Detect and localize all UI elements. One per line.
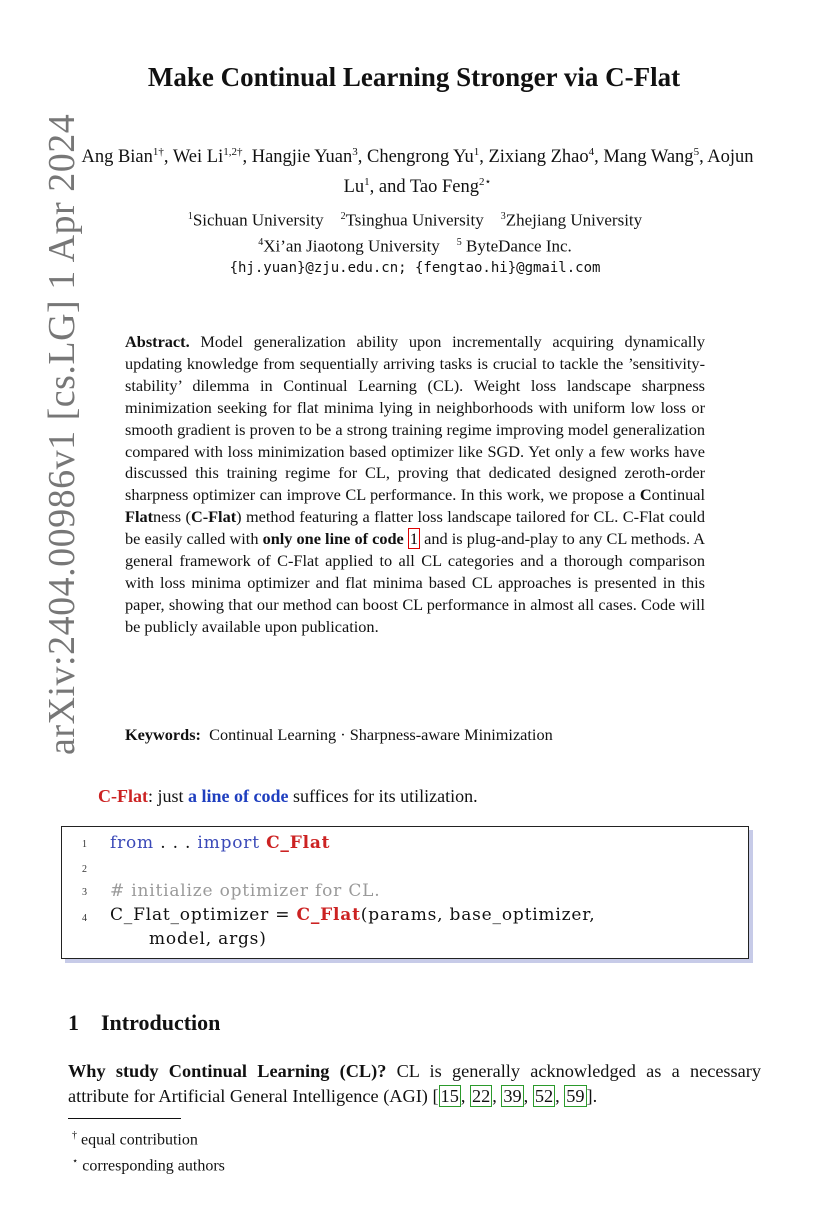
abstract-text: ontinual [651,485,705,505]
author-name: Aojun Lu [343,147,754,198]
cflat-caption-text: : just [147,786,188,806]
affiliation-name: ByteDance Inc. [466,236,572,256]
author-name: Wei Li [172,147,224,168]
code-comment: # initialize optimizer for CL. [110,881,381,901]
affiliation-name: Xi’an Jiaotong University [263,236,440,256]
keywords-text: Continual Learning · Sharpness-aware Minimization [209,725,553,744]
abstract-label: Abstract. [125,332,190,351]
code-cflat-name: C_Flat [296,905,361,925]
author-name: Chengrong Yu [367,147,474,168]
footnote-mark: † [72,1130,77,1141]
affiliation-mark: 5 [456,236,462,248]
code-cflat-name: C_Flat [266,833,331,853]
citation-link[interactable]: 15 [440,1086,459,1106]
citation-link[interactable]: 39 [503,1086,522,1106]
intro-text: CL is generally acknowledged as a necessary attribute for Artificial General Intelligence (AGI) [68,1061,762,1106]
contact-emails: {hj.yuan}@zju.edu.cn; {fengtao.hi}@gmail.com [229,260,601,277]
code-line-4 [110,905,595,925]
footnote-rule [68,1118,181,1119]
author-name: Hangjie Yuan [251,147,353,168]
abstract-bold-cflat: C-Flat [190,507,237,527]
abstract-text: ) method featuring a flatter loss landscape tailored for CL. C-Flat could be easily called with [125,507,706,549]
code-text: C_Flat_optimizer = [110,905,297,925]
section-heading [68,1010,220,1036]
citation-link[interactable]: 22 [471,1086,491,1106]
line-number: 3 [82,887,87,898]
paper-title: Make Continual Learning Stronger via C-Flat [147,62,681,92]
abstract-bold-one-line: only one line of code [262,529,404,549]
author-affil-mark: 2⋆ [479,176,492,189]
arxiv-identifier: arXiv:2404.00986v1 [cs.LG] 1 Apr 2024 [41,113,83,755]
intro-text: . [592,1086,598,1106]
cflat-highlight: a line of code [188,786,289,806]
footnotes [72,1125,225,1178]
keywords-label: Keywords: [125,725,201,744]
affiliation-mark: 3 [500,211,506,222]
author-affil-mark: 1 [364,176,370,189]
author-affil-mark: 4 [588,146,595,158]
line-number: 2 [82,864,87,875]
abstract-bold-c: C [639,485,652,505]
affiliation-name: Tsinghua University [345,210,484,230]
author-affil-mark: 3 [352,146,358,158]
author-affil-mark: 1,2† [223,146,243,158]
cflat-caption [98,786,478,807]
footnote-mark: ⋆ [72,1156,79,1168]
code-keyword-from: from [110,833,154,853]
line-number: 1 [82,839,87,850]
author-affil-mark: 5 [693,146,700,158]
cflat-name: C-Flat [98,786,148,806]
code-keyword-import: import [197,833,260,853]
author-name: Mang Wang [603,147,694,168]
affiliation-name: Zhejiang University [505,210,643,230]
abstract-bold-flat: Flat [125,507,154,527]
code-text: (params, base_optimizer, [360,905,596,925]
abstract-text: ness ( [153,507,191,527]
abstract [125,331,705,638]
footnote-text: corresponding authors [82,1157,225,1175]
intro-lead: Why study Continual Learning (CL)? [68,1061,387,1081]
author-name: Ang Bian [81,147,153,168]
citation-link[interactable]: 1 [409,529,419,549]
footnote [72,1151,225,1177]
footnote [72,1125,225,1151]
abstract-text: and is plug-and-play to any CL methods. A general framework of C-Flat applied to all CL categories and a thorough comparison with loss minima optimizer and flat minima based CL approaches is presented in this paper, showing that our method can boost CL performance in almost all cases. Code will be publicly available upon publication. [125,529,706,636]
code-line-4-cont: model, args) [149,929,267,949]
author-affil-mark: 1 [473,146,480,158]
author-name: Tao Feng [409,177,480,198]
affiliation-mark: 2 [340,211,346,222]
keywords [125,725,705,745]
affiliations [110,206,720,279]
affiliation-mark: 1 [187,211,193,222]
affiliation-name: Sichuan University [192,210,324,230]
code-listing [61,826,749,959]
author-name: Zixiang Zhao [488,147,589,168]
section-number: 1 [68,1010,79,1035]
abstract-text: Model generalization ability upon incrementally acquiring dynamically updating knowledge from sequentially arriving tasks is crucial to tackle the ’sensitivity-stability’ dilemma in Continual Learning (CL). Weight loss landscape sharpness minimization seeking for flat minima lying in neighborhoods with uniform low loss or smooth gradient is proven to be a strong training regime improving model generalization compared with loss minimization based optimizer like SGD. Yet only a few works have discussed this training regime for CL, proving that dedicated designed zeroth-order sharpness optimizer can improve CL performance. In this work, we propose a [125,332,705,505]
footnote-text: equal contribution [81,1131,198,1149]
citation-link[interactable]: 52 [534,1086,554,1106]
citation-link[interactable]: 59 [566,1086,585,1106]
author-list: Ang Bian$^{1\dagger}$, Wei $Li^{1,2\dagger}$, Hangjie Yuan$^3$, Chengrong Yu$^1$, Zixiang Zhao$^4$, Mang Wang$^5$, Aojun Lu$^1$, and Tao Feng$^{2⋆}$ [81,146,754,198]
code-ellipsis: . . . [153,833,198,853]
section-title: Introduction [101,1010,221,1035]
cflat-caption-text: suffices for its utilization. [288,786,478,806]
affiliation-mark: 4 [258,236,264,248]
code-line-1 [110,833,330,853]
intro-paragraph: Why study Continual Learning (CL)? CL is generally acknowledged as a necessary attribute for Artificial General Intelligence (AGI) [ 15 , 22 , 39 , 52 , 59 ]. [68,1061,762,1106]
line-number: 4 [82,913,87,924]
author-affil-mark: 1† [152,146,164,158]
